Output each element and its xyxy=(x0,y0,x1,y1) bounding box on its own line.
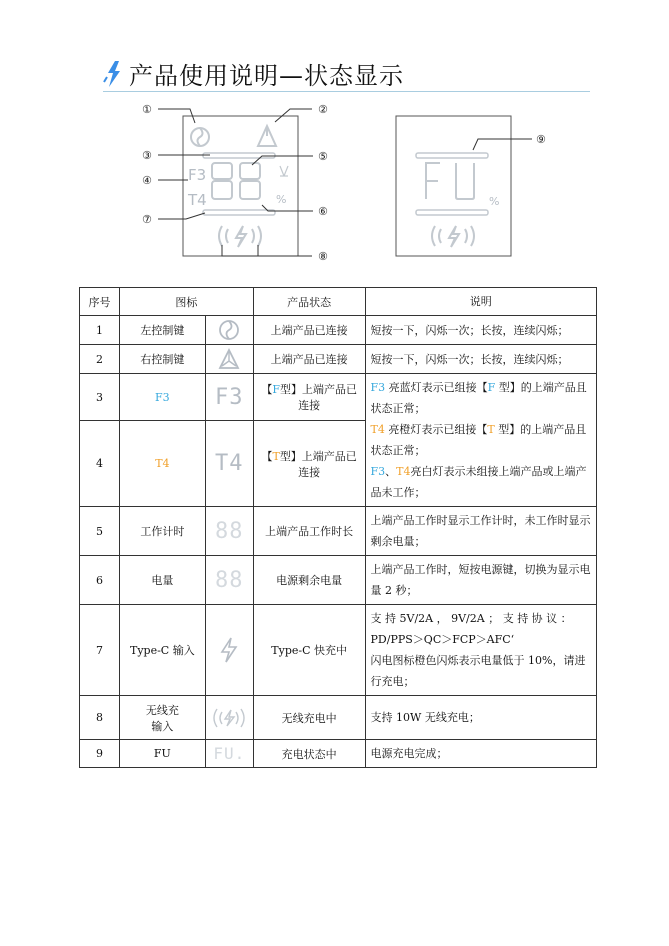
row-name: Type-C 输入 xyxy=(119,605,205,696)
row-desc: 上端产品工作时显示工作计时，未工作时显示剩余电量； xyxy=(365,507,596,556)
right-charge-display-icon xyxy=(432,226,474,247)
row-no: 9 xyxy=(80,740,120,768)
row-state: 【T型】上端产品已连接 xyxy=(253,421,365,507)
row-state: 无线充电中 xyxy=(253,696,365,740)
row-no: 7 xyxy=(80,605,120,696)
row-icon xyxy=(205,556,253,605)
row-state: 上端产品已连接 xyxy=(253,316,365,345)
callout-4: ④ xyxy=(142,174,152,187)
row-state: 上端产品工作时长 xyxy=(253,507,365,556)
row-icon xyxy=(205,374,253,421)
row-icon xyxy=(205,507,253,556)
row-desc: 支 持 5V/2A ， 9V/2A ； 支 持 协 议 ： PD/PPS＞QC＞FCP＞AFC‘ 闪电图标橙色闪烁表示电量低于 10%，请进行充电； xyxy=(365,605,596,696)
row-icon xyxy=(205,316,253,345)
table-row xyxy=(80,696,597,740)
lower-bar xyxy=(203,210,275,215)
display-percent: % xyxy=(276,193,287,206)
display-f3-label: F3 xyxy=(188,166,207,184)
t4-glyph-icon: T4 xyxy=(215,451,244,477)
row-desc: 电源充电完成； xyxy=(365,740,596,768)
row-icon xyxy=(205,740,253,768)
callout-2: ② xyxy=(318,103,328,116)
row-no: 5 xyxy=(80,507,120,556)
row-no: 2 xyxy=(80,345,120,374)
status-table xyxy=(79,287,597,768)
row-desc: 支持 10W 无线充电； xyxy=(365,696,596,740)
segment-digits xyxy=(212,163,260,199)
row-name: T4 xyxy=(119,421,205,507)
row-state: 上端产品已连接 xyxy=(253,345,365,374)
row-icon xyxy=(205,345,253,374)
row-name: 工作计时 xyxy=(119,507,205,556)
header-icon: 图标 xyxy=(119,288,253,316)
callout-1: ① xyxy=(142,103,152,116)
row-desc: 短按一下，闪烁一次；长按，连续闪烁； xyxy=(365,345,596,374)
battery-digits-icon: 88 xyxy=(215,567,244,593)
table-row xyxy=(80,740,597,768)
callout-5: ⑤ xyxy=(318,150,328,163)
left-control-icon xyxy=(217,318,241,342)
charge-display-icon xyxy=(219,226,261,247)
row-no: 3 xyxy=(80,374,120,421)
row-state: Type-C 快充中 xyxy=(253,605,365,696)
wireless-small-icon xyxy=(280,166,288,176)
right-control-icon xyxy=(217,347,241,371)
row-name: 左控制键 xyxy=(119,316,205,345)
table-row xyxy=(80,345,597,374)
table-row xyxy=(80,374,597,421)
row-name: 无线充 输入 xyxy=(119,696,205,740)
table-row xyxy=(80,316,597,345)
row-no: 6 xyxy=(80,556,120,605)
row-name: 电量 xyxy=(119,556,205,605)
page-title: 产品使用说明—状态显示 xyxy=(129,62,404,90)
row-no: 4 xyxy=(80,421,120,507)
display-diagram xyxy=(0,0,669,280)
row-no: 8 xyxy=(80,696,120,740)
right-control-display-icon xyxy=(258,126,276,146)
fu-glyph-icon: FU. xyxy=(213,744,246,763)
row-no: 1 xyxy=(80,316,120,345)
row-icon xyxy=(205,421,253,507)
row-state: 充电状态中 xyxy=(253,740,365,768)
f3-glyph-icon: F3 xyxy=(215,384,244,410)
row-desc: 上端产品工作时，短按电源键，切换为显示电量 2 秒； xyxy=(365,556,596,605)
callout-6: ⑥ xyxy=(318,205,328,218)
lightning-icon xyxy=(218,636,240,664)
row-name: 右控制键 xyxy=(119,345,205,374)
display-t4-label: T4 xyxy=(188,191,207,209)
row-name: F3 xyxy=(119,374,205,421)
callout-9: ⑨ xyxy=(536,133,546,146)
row-icon xyxy=(205,605,253,696)
header-no: 序号 xyxy=(80,288,120,316)
right-display-percent: % xyxy=(489,195,500,208)
left-control-display-icon xyxy=(191,128,209,146)
callout-3: ③ xyxy=(142,149,152,162)
row-state: 【F型】上端产品已连接 xyxy=(253,374,365,421)
row-icon xyxy=(205,696,253,740)
table-header-row xyxy=(80,288,597,316)
wireless-charge-icon xyxy=(209,707,249,729)
timer-digits-icon: 88 xyxy=(215,518,244,544)
row-desc: 短按一下，闪烁一次；长按，连续闪烁； xyxy=(365,316,596,345)
table-row xyxy=(80,605,597,696)
callout-7: ⑦ xyxy=(142,213,152,226)
callout-8: ⑧ xyxy=(318,250,328,263)
table-row xyxy=(80,556,597,605)
fu-digits xyxy=(426,163,474,199)
row-name: FU xyxy=(119,740,205,768)
header-desc: 说明 xyxy=(365,288,596,316)
table-row xyxy=(80,507,597,556)
row-desc: F3 亮蓝灯表示已组接【F 型】的上端产品且状态正常； T4 亮橙灯表示已组接【T 型】的上端产品且状态正常； F3、T4亮白灯表示未组接上端产品或上端产品未工作； xyxy=(365,374,596,507)
row-state: 电源剩余电量 xyxy=(253,556,365,605)
header-state: 产品状态 xyxy=(253,288,365,316)
